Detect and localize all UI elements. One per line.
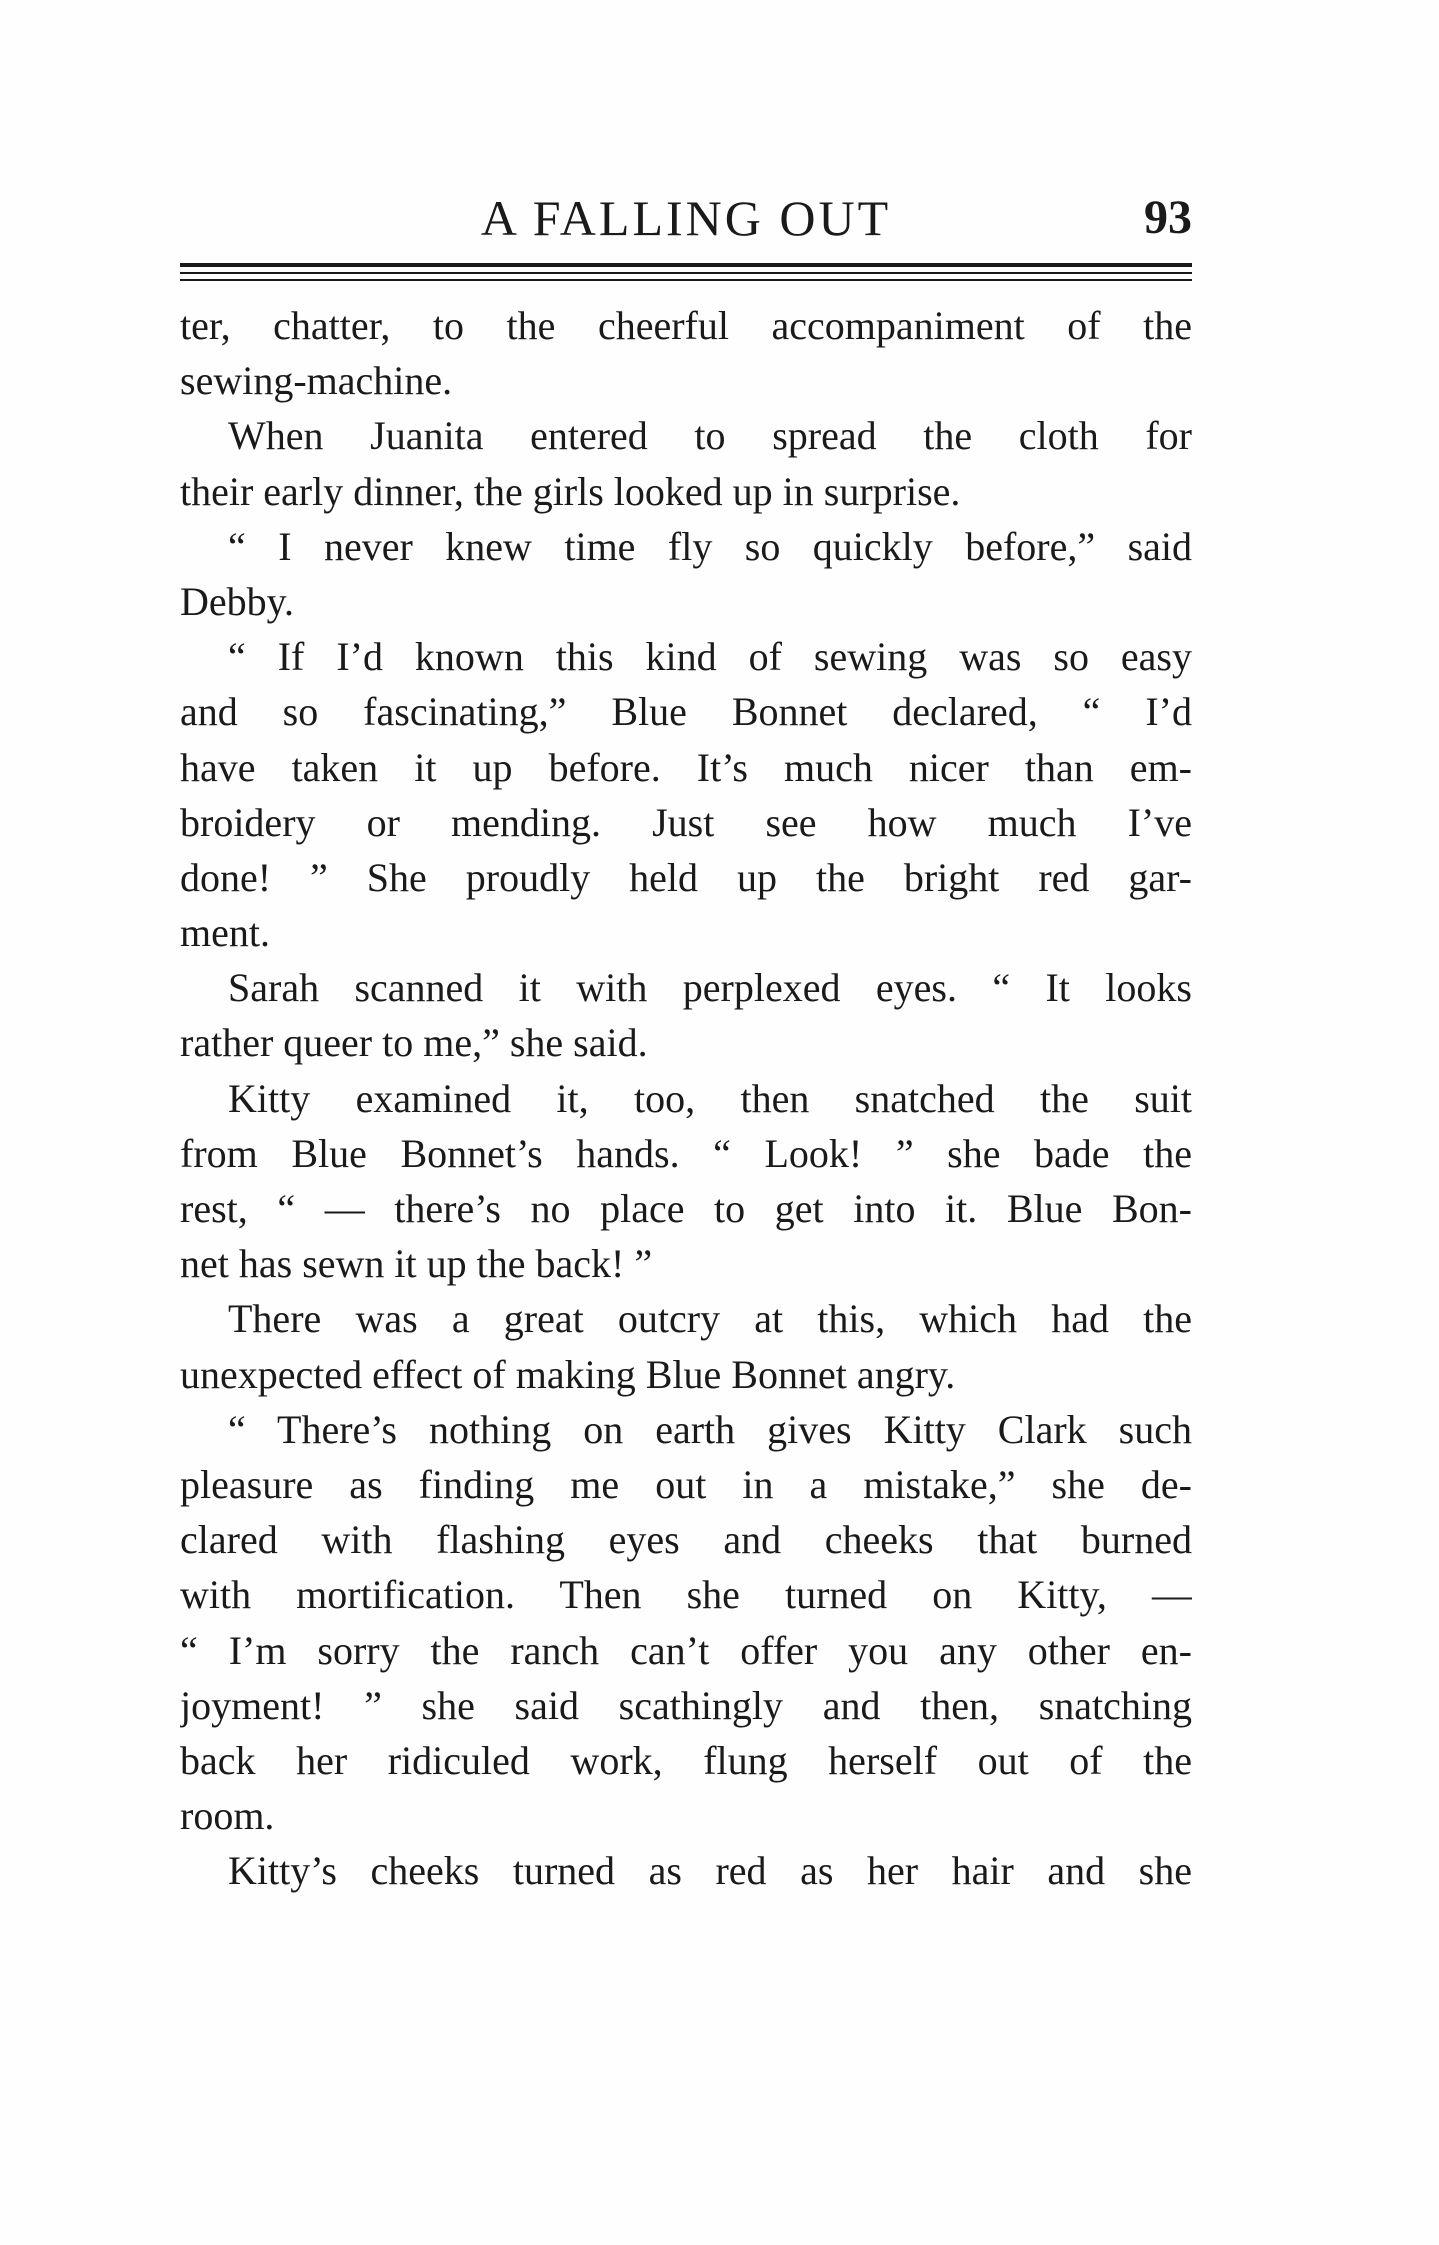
text-line: sewing-machine.: [180, 358, 453, 404]
text-line: “ If I’d known this kind of sewing was so easy: [228, 634, 1192, 680]
text-line: joyment! ” she said scathingly and then, snatching: [180, 1682, 1192, 1728]
body-text: [180, 298, 1192, 1898]
text-line: clared with flashing eyes and cheeks that burned: [180, 1517, 1192, 1563]
text-line: rather queer to me,” she said.: [180, 1020, 648, 1066]
text-line: with mortification. Then she turned on Kitty, —: [180, 1572, 1192, 1618]
text-line: have taken it up before. It’s much nicer than em-: [180, 744, 1192, 790]
text-line: back her ridiculed work, flung herself out of the: [180, 1737, 1192, 1783]
text-line: When Juanita entered to spread the cloth for: [228, 413, 1192, 459]
text-line: Debby.: [180, 578, 295, 624]
text-line: Sarah scanned it with perplexed eyes. “ It looks: [228, 965, 1192, 1011]
text-line: ter, chatter, to the cheerful accompaniment of the: [180, 303, 1192, 348]
text-line: Kitty’s cheeks turned as red as her hair and she: [228, 1848, 1192, 1894]
header-rule-thick: [180, 263, 1192, 267]
header-rule-thin-lower: [180, 279, 1192, 281]
text-line: room.: [180, 1793, 275, 1839]
text-line: and so fascinating,” Blue Bonnet declared, “ I’d: [180, 689, 1192, 735]
text-line: unexpected effect of making Blue Bonnet angry.: [180, 1351, 956, 1397]
page-header: [180, 188, 1192, 258]
text-line: “ I’m sorry the ranch can’t offer you any other en-: [180, 1627, 1192, 1673]
text-line: their early dinner, the girls looked up in surprise.: [180, 468, 961, 514]
text-line: done! ” She proudly held up the bright red gar-: [180, 854, 1192, 900]
text-line: “ There’s nothing on earth gives Kitty Clark such: [228, 1406, 1192, 1452]
text-line: “ I never knew time fly so quickly before,” said: [228, 523, 1192, 569]
page-number: 93: [1144, 191, 1192, 244]
header-rule-thin: [180, 272, 1192, 274]
running-title: A FALLING OUT: [480, 190, 892, 246]
text-line: broidery or mending. Just see how much I’ve: [180, 799, 1192, 845]
text-line: pleasure as finding me out in a mistake,” she de-: [180, 1461, 1192, 1507]
text-line: Kitty examined it, too, then snatched the suit: [228, 1075, 1192, 1121]
text-line: There was a great outcry at this, which had the: [228, 1296, 1192, 1342]
text-line: from Blue Bonnet’s hands. “ Look! ” she bade the: [180, 1130, 1192, 1176]
text-line: ment.: [180, 910, 270, 956]
text-line: rest, “ — there’s no place to get into it. Blue Bon-: [180, 1186, 1192, 1231]
text-line: net has sewn it up the back! ”: [180, 1241, 653, 1287]
